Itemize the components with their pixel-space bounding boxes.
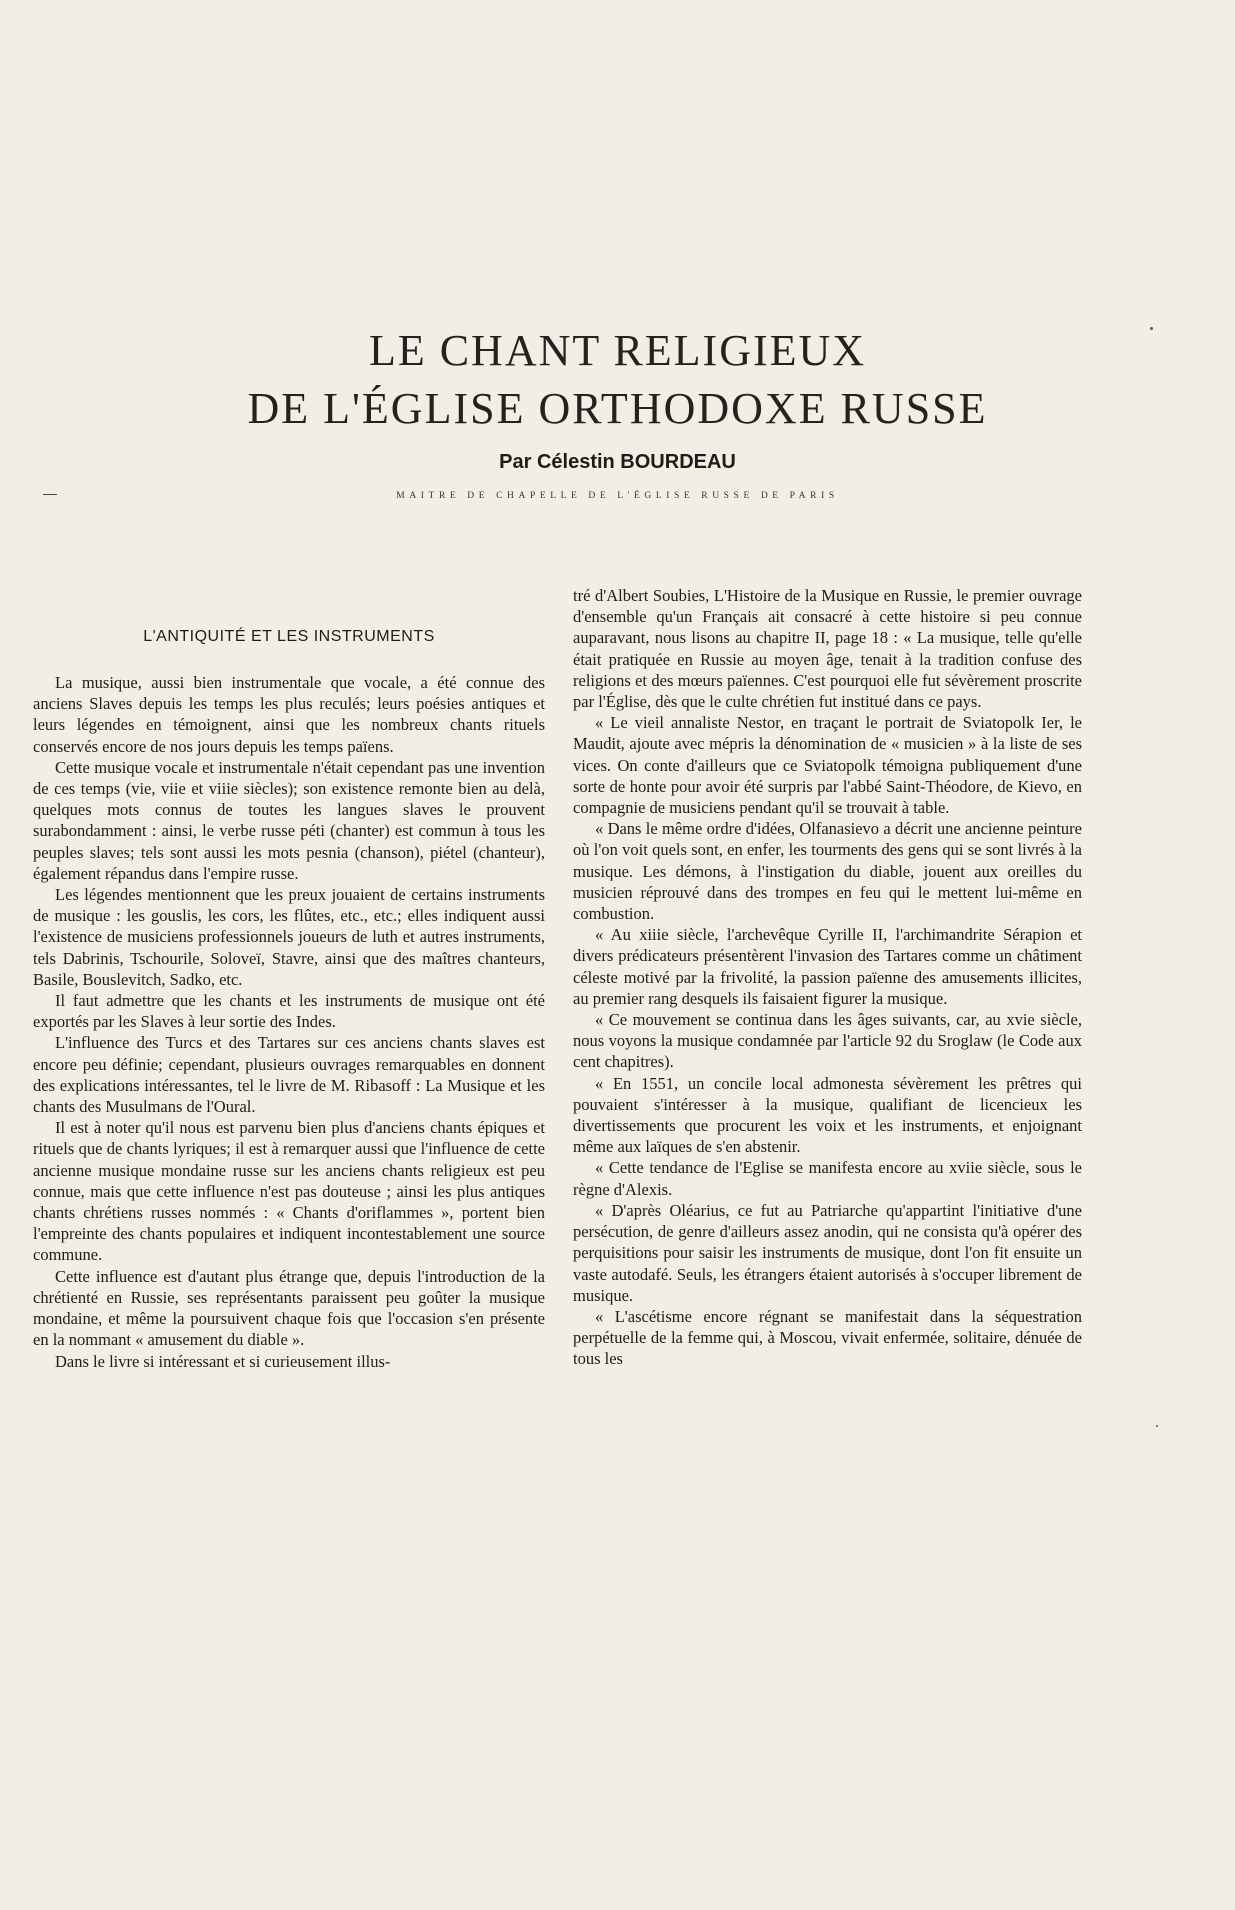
paper-speck [1156,1425,1158,1427]
author-role: MAITRE DE CHAPELLE DE L'ÉGLISE RUSSE DE PARIS [396,491,839,501]
section-title: L'ANTIQUITÉ ET LES INSTRUMENTS [143,628,435,645]
paragraph: La musique, aussi bien instrumentale que vocale, a été connue des anciens Slaves depuis les temps les plus reculés; leurs poésies antiques et leurs légendes en témoignent, ainsi que les nombreux chants rituels conservés encore de nos jours depuis les temps païens. [33,673,545,756]
paragraph: Il faut admettre que les chants et les instruments de musique ont été exportés par les Slaves à leur sortie des Indes. [33,991,545,1032]
paragraph: « Dans le même ordre d'idées, Olfanasievo a décrit une ancienne peinture où l'on voit quels sont, en enfer, les tourments des gens qui se sont livrés à la musique. Les démons, à l'instigation du diable, jouent aux oreilles du musicien réprouvé dans des trompes en feu qui le mettent lui-même en combustion. [573,819,1082,924]
paragraph: Il est à noter qu'il nous est parvenu bien plus d'anciens chants épiques et rituels que de chants lyriques; il est à remarquer aussi que l'influence de cette ancienne musique mondaine russe sur les anciens chants religieux est peu connue, mais que cette influence n'est pas douteuse ; ainsi les plus antiques chants chrétiens russes nommés : « Chants d'oriflammes », portent bien l'empreinte des chants populaires et indiquent incontestablement une source commune. [33,1118,545,1265]
left-column [33,672,545,1372]
paragraph: « D'après Oléarius, ce fut au Patriarche qu'appartint l'initiative d'une persécution, de genre d'ailleurs assez anodin, qui ne consista qu'à opérer des perquisitions pour saisir les instruments de musique, dont l'on fit ensuite un vaste autodafé. Seuls, les étrangers étaient autorisés à s'occuper librement de musique. [573,1200,1082,1305]
paragraph: « Le vieil annaliste Nestor, en traçant le portrait de Sviatopolk Ier, le Maudit, ajoute avec mépris la dénomination de « musicien » à la liste de ses vices. On conte d'ailleurs que ce Sviatopolk témoigna publiquement d'une sorte de honte pour avoir été surpris par l'abbé Saint-Théodore, de Kievo, en compagnie de musiciens pendant qu'il se trouvait à table. [573,713,1082,818]
paragraph: « Au xiiie siècle, l'archevêque Cyrille II, l'archimandrite Sérapion et divers prédicateurs présentèrent l'invasion des Tartares comme un châtiment céleste motivé par la frivolité, la passion païenne des amusements illicites, au premier rang desquels ils faisaient figurer la musique. [573,925,1082,1008]
paragraph: Cette influence est d'autant plus étrange que, depuis l'introduction de la chrétienté en Russie, ses représentants paraissent peu goûter la musique mondaine, et même la poursuivent chaque fois que l'occasion s'en présente en la nommant « amusement du diable ». [33,1266,545,1350]
paragraph: tré d'Albert Soubies, L'Histoire de la Musique en Russie, le premier ouvrage d'ensemble qu'un Français ait consacré à cette histoire si peu connue auparavant, nous lisons au chapitre II, page 18 : « La musique, telle qu'elle était pratiquée en Russie au moyen âge, tenait à la tradition confuse des religions et des mœurs païennes. C'est pourquoi elle fut sévèrement proscrite par l'Église, dès que le culte chrétien fut institué dans ce pays. [573,586,1082,712]
paragraph: « Ce mouvement se continua dans les âges suivants, car, au xvie siècle, nous voyons la musique condamnée par l'article 92 du Sroglaw (le Code aux cent chapitres). [573,1010,1082,1072]
paragraph: Cette musique vocale et instrumentale n'était cependant pas une invention de ces temps (vie, viie et viiie siècles); son existence remonte bien au delà, quelques mots connus de toutes les langues slaves le prouvent surabondamment : ainsi, le verbe russe péti (chanter) est commun à tous les peuples slaves; tels sont aussi les mots pesnia (chanson), piétel (chanteur), également répandus dans l'empire russe. [33,757,545,883]
paragraph: Dans le livre si intéressant et si curieusement illus- [55,1351,391,1371]
paragraph: Les légendes mentionnent que les preux jouaient de certains instruments de musique : les gouslis, les cors, les flûtes, etc., etc.; elles indiquent aussi l'existence de musiciens professionnels joueurs de luth et autres instruments, tels Dabrinis, Tschourile, Soloveï, Stavre, ainsi que des maîtres chanteurs, Basile, Bouslevitch, Sadko, etc. [33,885,545,989]
paragraph: « En 1551, un concile local admonesta sévèrement les prêtres qui pouvaient s'intéresser à la musique, qualifiant de licencieux les divertissements que procurent les voix et les instruments, et enjoignant même aux laïques de s'en abstenir. [573,1073,1082,1157]
right-column [573,585,1082,1370]
author-byline: Par Célestin BOURDEAU [499,451,736,473]
paragraph: L'influence des Turcs et des Tartares sur ces anciens chants slaves est encore peu définie; cependant, plusieurs ouvrages remarquables en donnent des explications intéressantes, tel le livre de M. Ribasoff : La Musique et les chants des Musulmans de l'Oural. [33,1033,545,1117]
article-title-line-2: DE L'ÉGLISE ORTHODOXE RUSSE [247,384,988,433]
paper-speck [1150,327,1153,330]
paragraph: « Cette tendance de l'Eglise se manifesta encore au xviie siècle, sous le règne d'Alexis. [573,1158,1082,1199]
article-title-line-1: LE CHANT RELIGIEUX [368,326,867,375]
paragraph: « L'ascétisme encore régnant se manifestait dans la séquestration perpétuelle de la femme qui, à Moscou, vivait enfermée, solitaire, dénuée de tous les [573,1306,1082,1369]
